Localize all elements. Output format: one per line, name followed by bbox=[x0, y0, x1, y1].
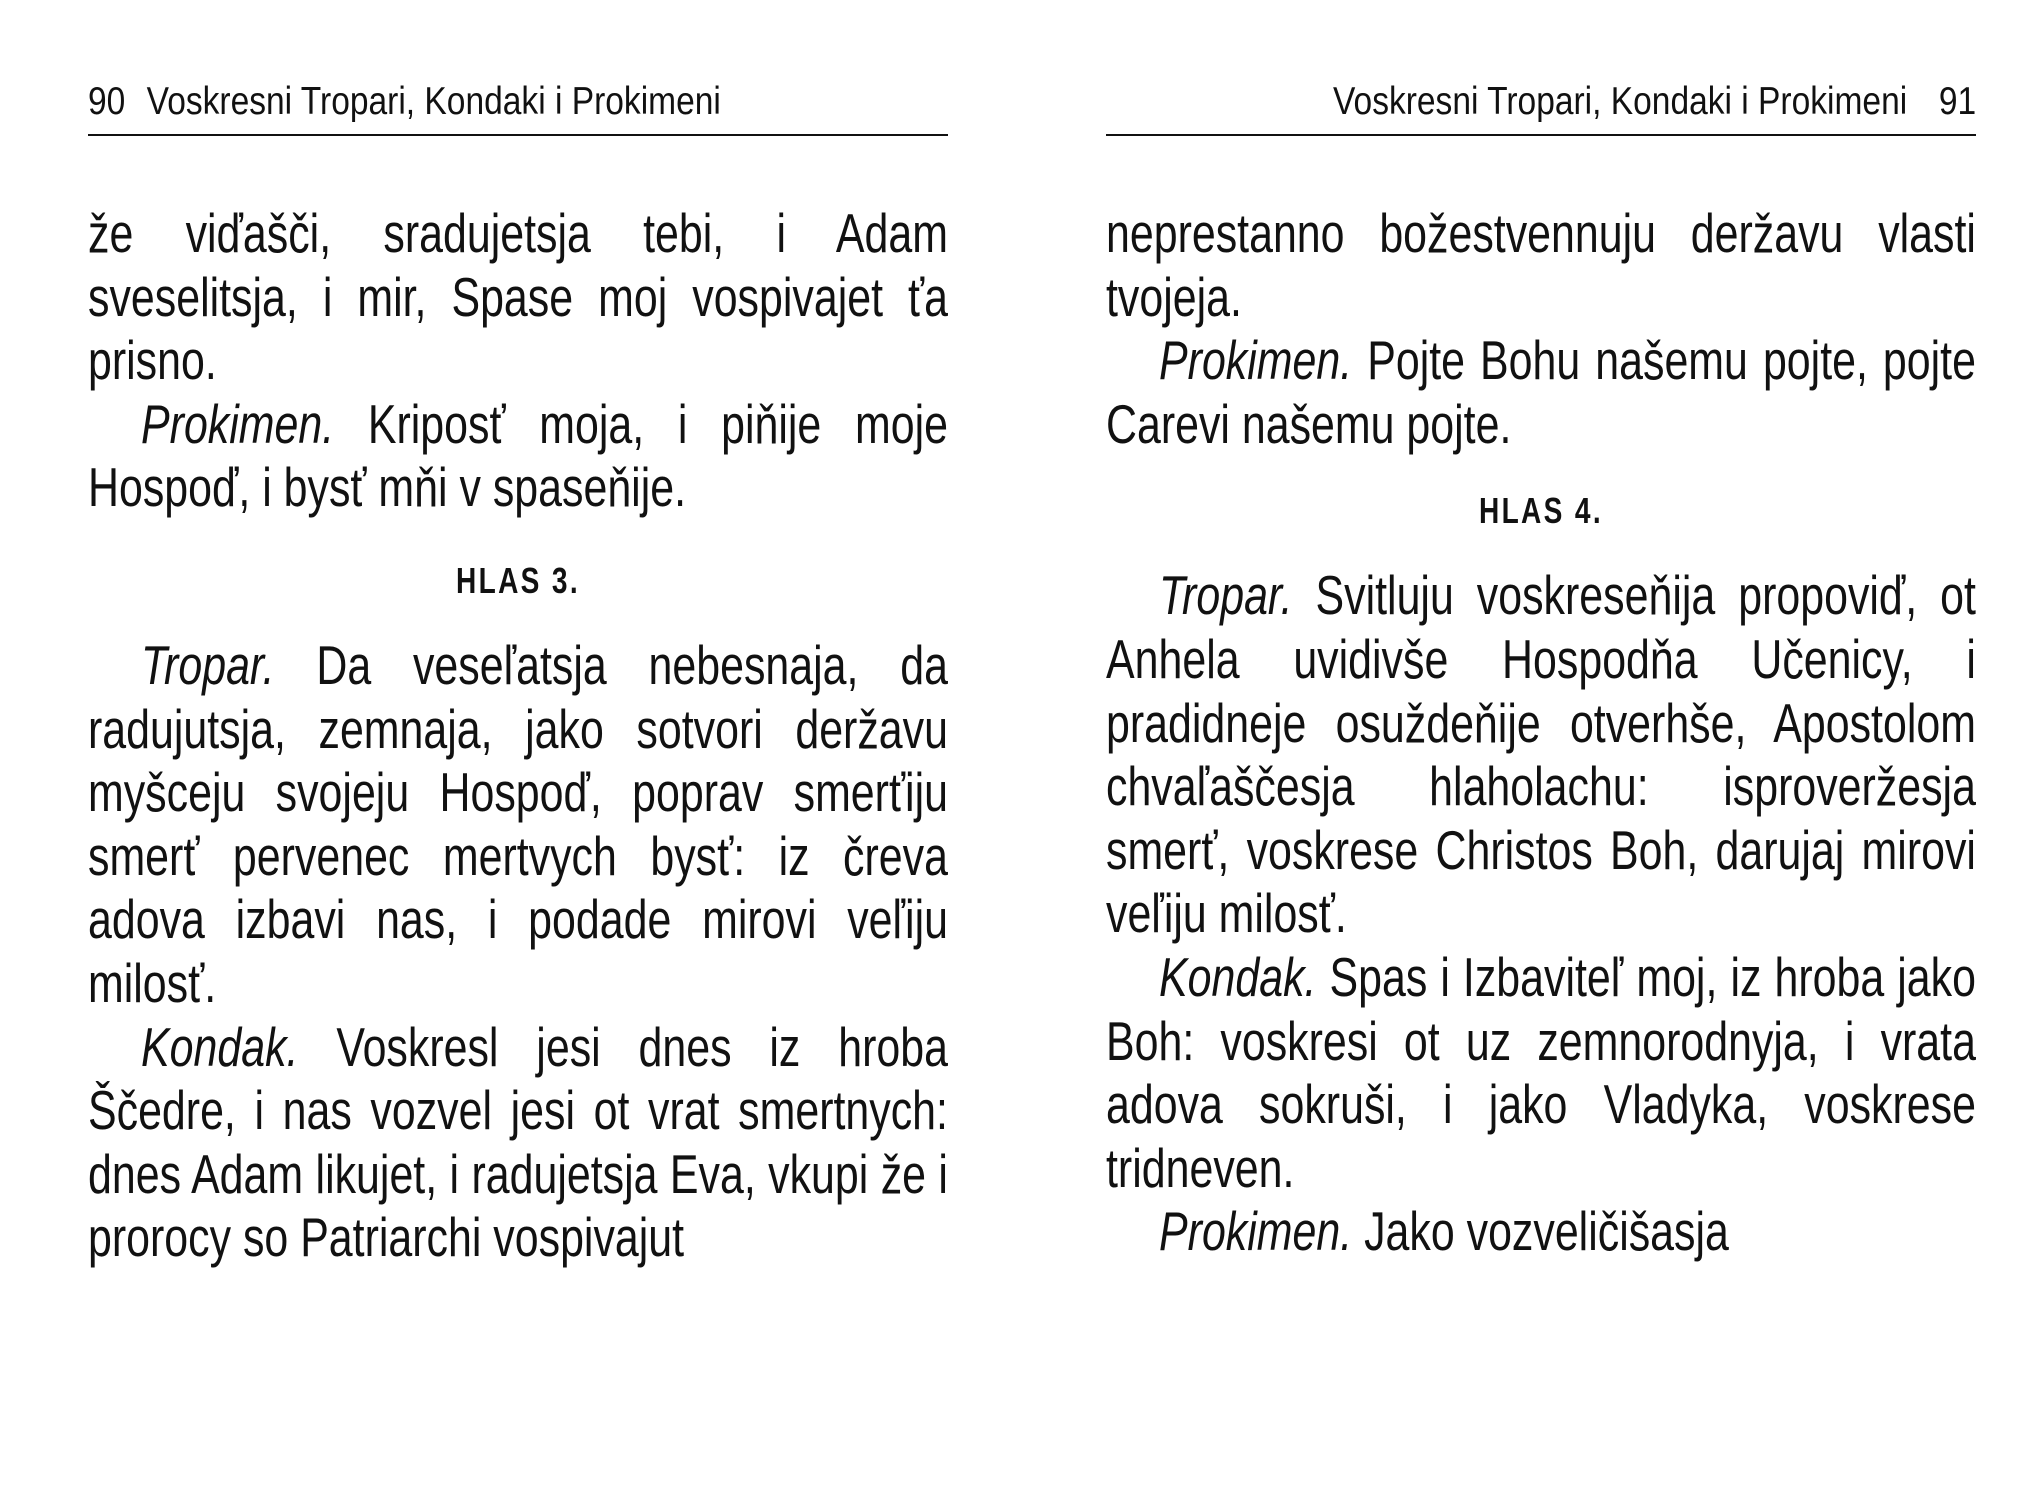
paragraph-text: Voskresl jesi dnes iz hroba Ščedre, i nas vozvel jesi ot vrat smertnych: dnes Adam likujet, i radujetsja Eva, vkupi že i prorocy so Patriarchi vospivajut bbox=[88, 1015, 948, 1269]
paragraph-label: Prokimen. bbox=[141, 392, 335, 455]
right-page bbox=[1106, 0, 1976, 1500]
paragraph-label: Kondak. bbox=[141, 1015, 299, 1078]
left-page bbox=[88, 0, 948, 1500]
paragraph-text: že viďašči, sradujetsja tebi, i Adam sveselitsja, i mir, Spase moj vospivajet ťa prisno. bbox=[88, 202, 948, 392]
paragraph bbox=[88, 202, 948, 393]
running-header bbox=[1108, 78, 1976, 126]
paragraph bbox=[88, 1016, 948, 1270]
paragraph-text: neprestanno božestvennuju deržavu vlasti tvojeja. bbox=[1106, 202, 1976, 328]
page-number: 90 bbox=[88, 80, 126, 123]
paragraph-text: Svitluju voskreseňija propoviď, ot Anhela uvidivše Hospodňa Učenicy, i pradidneje osuždeňije otverhše, Apostolom chvaľaščesja hlaholachu: isproveržesja smerť, voskrese Christos Boh, darujaj mirovi veľiju milosť. bbox=[1106, 564, 1976, 945]
header-rule bbox=[88, 134, 948, 136]
paragraph bbox=[1106, 202, 1976, 329]
paragraph bbox=[1106, 564, 1976, 946]
paragraph-text: Pojte Bohu našemu pojte, pojte Carevi našemu pojte. bbox=[1106, 329, 1976, 455]
page-number: 91 bbox=[1938, 80, 1976, 123]
paragraph-text: Jako vozveličišasja bbox=[1364, 1200, 1729, 1263]
paragraph bbox=[1106, 1200, 1976, 1264]
paragraph bbox=[88, 393, 948, 520]
header-rule bbox=[1106, 134, 1976, 136]
page-body bbox=[1106, 202, 1976, 1264]
paragraph-text: Kriposť moja, i piňije moje Hospoď, i bysť mňi v spaseňije. bbox=[88, 392, 948, 519]
paragraph-label: Tropar. bbox=[141, 633, 275, 696]
section-heading: HLAS 3. bbox=[455, 559, 580, 601]
paragraph-text: Da veseľatsja nebesnaja, da radujutsja, zemnaja, jako sotvori deržavu myšceju svojeju Hospoď, poprav smerťiju smerť pervenec mertvych bysť: iz čreva adova izbavi nas, i podade mirovi veľiju milosť. bbox=[88, 633, 948, 1014]
paragraph bbox=[1106, 946, 1976, 1200]
running-head-title: Voskresni Tropari, Kondaki i Prokimeni bbox=[1332, 80, 1907, 123]
paragraph-label: Tropar. bbox=[1159, 564, 1293, 627]
paragraph-label: Prokimen. bbox=[1159, 329, 1353, 392]
paragraph-text: Spas i Izbaviteľ moj, iz hroba jako Boh: voskresi ot uz zemnorodnyja, i vrata adova sokruši, i jako Vladyka, voskrese tridneven. bbox=[1106, 945, 1976, 1199]
running-head-title: Voskresni Tropari, Kondaki i Prokimeni bbox=[146, 80, 721, 123]
running-header bbox=[88, 78, 946, 126]
page-body bbox=[88, 202, 948, 1270]
section-heading: HLAS 4. bbox=[1478, 490, 1603, 532]
paragraph bbox=[88, 634, 948, 1016]
paragraph-label: Kondak. bbox=[1159, 945, 1317, 1008]
paragraph-label: Prokimen. bbox=[1159, 1200, 1353, 1263]
paragraph bbox=[1106, 329, 1976, 456]
